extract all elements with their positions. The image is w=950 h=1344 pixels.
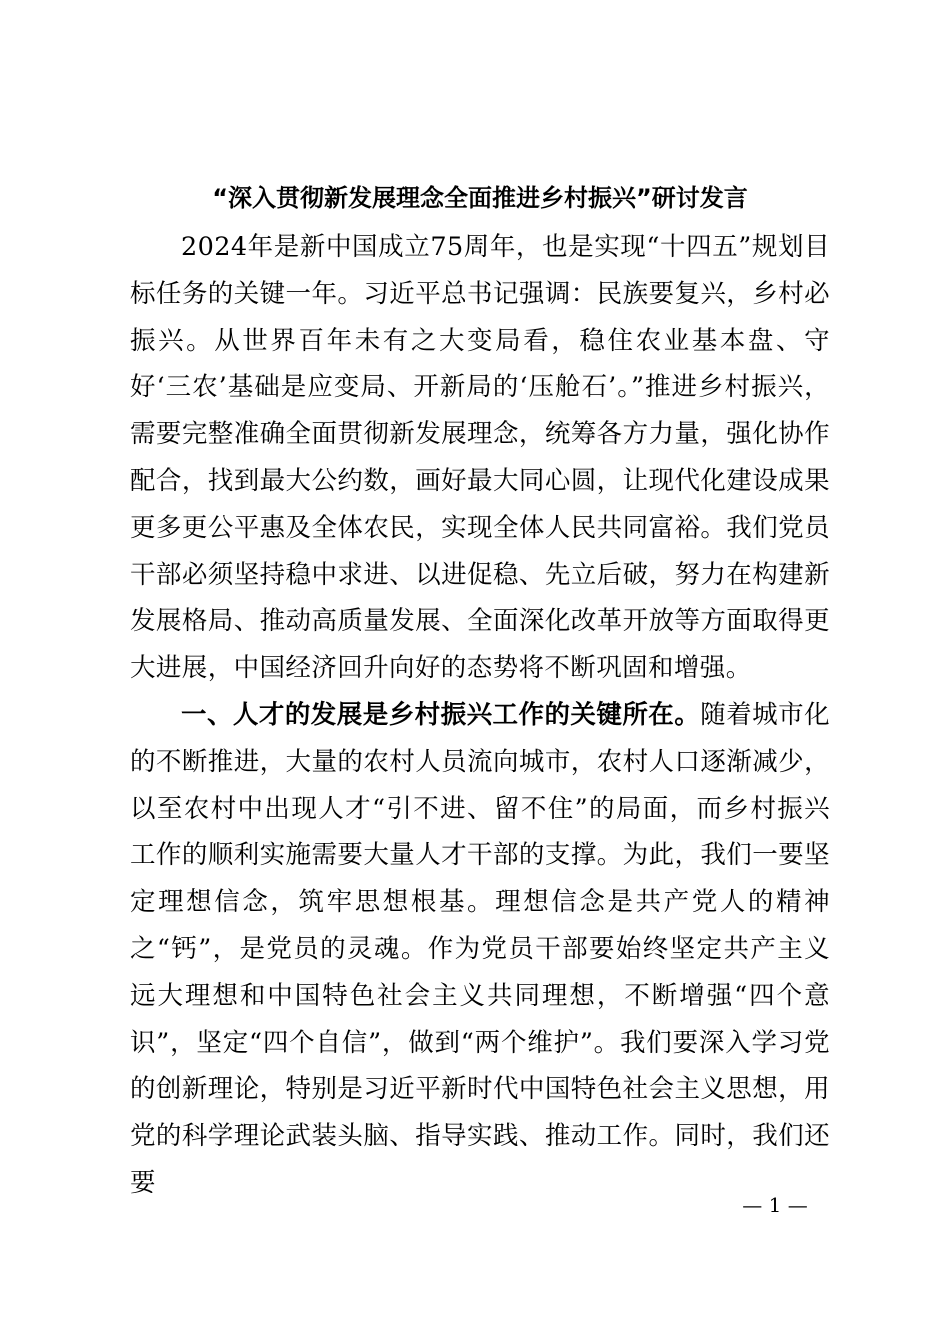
page-number: — 1 — [742, 1193, 808, 1217]
document-body [130, 224, 830, 1207]
paragraph-section-one [130, 692, 830, 1207]
section-one-text: 随着城市化的不断推进，大量的农村人员流向城市，农村人口逐渐减少，以至农村中出现人才“引不进、留不住”的局面，而乡村振兴工作的顺利实施需要大量人才干部的支撑。为此，我们一要坚定理想信念，筑牢思想根基。理想信念是共产党人的精神之“钙”，是党员的灵魂。作为党员干部要始终坚定共产主义远大理想和中国特色社会主义共同理想，不断增强“四个意识”，坚定“四个自信”，做到“两个维护”。我们要深入学习党的创新理论，特别是习近平新时代中国特色社会主义思想，用党的科学理论武装头脑、指导实践、推动工作。同时，我们还要 [130, 699, 830, 1198]
paragraph-intro [130, 224, 830, 692]
paragraph-intro-text: 2024年是新中国成立75周年，也是实现“十四五”规划目标任务的关键一年。习近平总书记强调：民族要复兴，乡村必振兴。从世界百年未有之大变局看，稳住农业基本盘、守好‘三农’基础是应变局、开新局的‘压舱石’。”推进乡村振兴，需要完整准确全面贯彻新发展理念，统筹各方力量，强化协作配合，找到最大公约数，画好最大同心圆，让现代化建设成果更多更公平惠及全体农民，实现全体人民共同富裕。我们党员干部必须坚持稳中求进、以进促稳、先立后破，努力在构建新发展格局、推动高质量发展、全面深化改革开放等方面取得更大进展，中国经济回升向好的态势将不断巩固和增强。 [130, 232, 830, 684]
document-title: “深入贯彻新发展理念全面推进乡村振兴”研讨发言 [212, 184, 748, 212]
section-one-heading: 一、人才的发展是乡村振兴工作的关键所在。 [181, 699, 701, 730]
